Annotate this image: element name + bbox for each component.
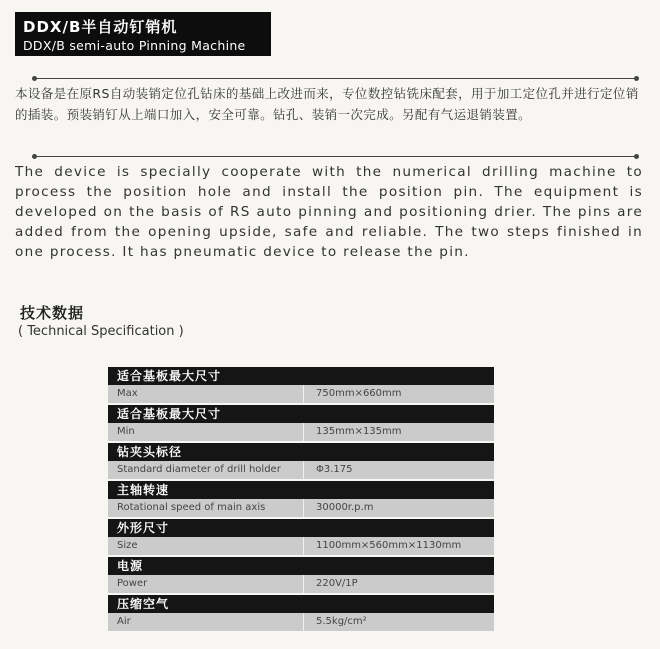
divider-rule <box>36 78 636 79</box>
spec-label: Standard diameter of drill holder <box>117 464 281 475</box>
spec-row-heading: 钻夹头标径 <box>108 443 494 461</box>
spec-value: 5.5kg/cm² <box>316 616 367 627</box>
divider-dot <box>634 76 639 81</box>
spec-label: Power <box>117 578 148 589</box>
spec-row <box>108 575 494 595</box>
spec-label: Air <box>117 616 131 627</box>
spec-value: 135mm×135mm <box>316 426 402 437</box>
spec-value: Φ3.175 <box>316 464 353 475</box>
spec-heading-cn: 技术数据 <box>20 304 85 322</box>
spec-label: Size <box>117 540 138 551</box>
spec-value: 220V/1P <box>316 578 358 589</box>
spec-row-heading: 主轴转速 <box>108 481 494 499</box>
spec-row <box>108 613 494 633</box>
title-en: DDX/B semi-auto Pinning Machine <box>23 38 246 53</box>
spec-value: 1100mm×560mm×1130mm <box>316 540 462 551</box>
spec-label: Max <box>117 388 138 399</box>
spec-row <box>108 461 494 481</box>
title-cn: DDX/B半自动钉销机 <box>23 18 178 36</box>
spec-label: Rotational speed of main axis <box>117 502 266 513</box>
spec-heading-en: ( Technical Specification ) <box>18 324 184 339</box>
spec-row-heading: 压缩空气 <box>108 595 494 613</box>
spec-row <box>108 499 494 519</box>
divider-dot <box>634 154 639 159</box>
spec-row-heading: 外形尺寸 <box>108 519 494 537</box>
spec-row-heading: 电源 <box>108 557 494 575</box>
divider-rule <box>36 156 636 157</box>
spec-row <box>108 537 494 557</box>
spec-table <box>108 367 494 633</box>
intro-en: The device is specially cooperate with the numerical drilling machine to process the position hole and install the position pin. The equipment is developed on the basis of RS auto pinning and positioning drier. The pins are added from the opening upside, safe and reliable. The two steps finished in one process. It has pneumatic device to release the pin. <box>15 164 643 260</box>
spec-row-heading: 适合基板最大尺寸 <box>108 405 494 423</box>
spec-row-heading: 适合基板最大尺寸 <box>108 367 494 385</box>
spec-label: Min <box>117 426 135 437</box>
spec-value: 750mm×660mm <box>316 388 402 399</box>
spec-row <box>108 423 494 443</box>
intro-cn: 本设备是在原RS自动装销定位孔钻床的基础上改进而来，专位数控钻铣床配套，用于加工定位孔并进行定位销的插装。预装销钉从上端口加入，安全可靠。钻孔、装销一次完成。另配有气运退销装置。 <box>15 86 639 122</box>
spec-row <box>108 385 494 405</box>
spec-value: 30000r.p.m <box>316 502 374 513</box>
